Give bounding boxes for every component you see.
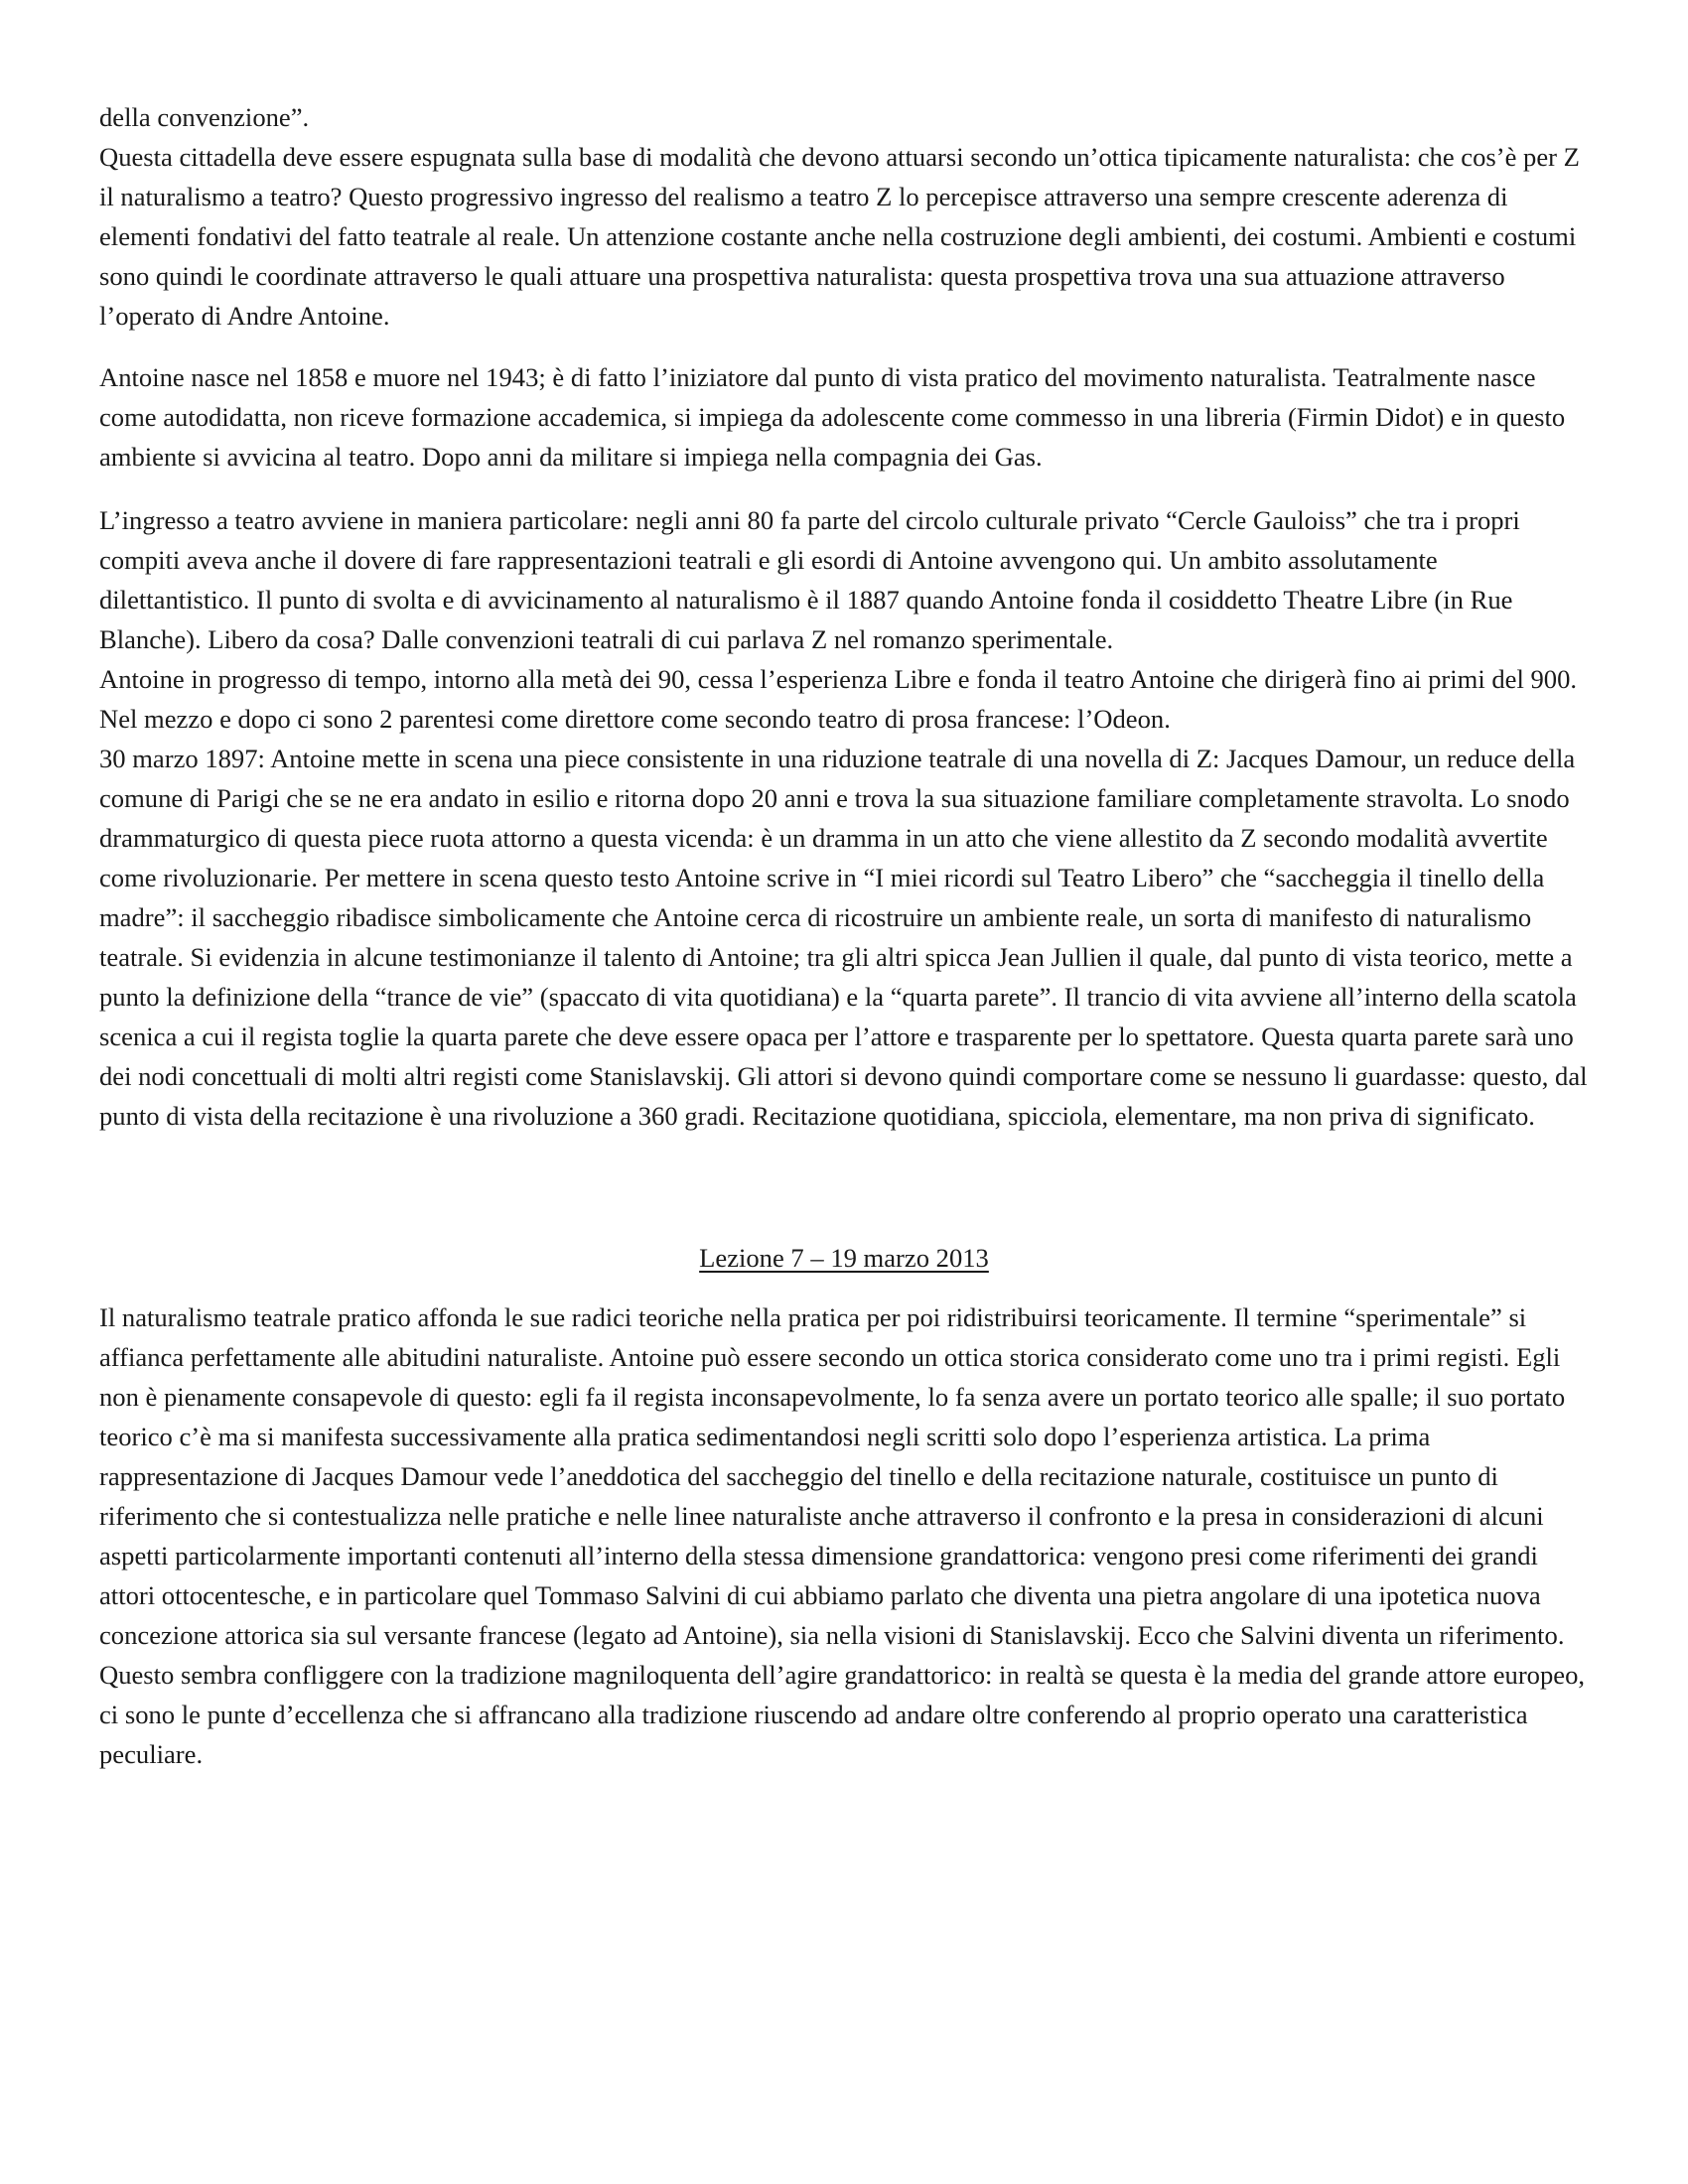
section-heading (99, 1238, 1589, 1278)
paragraph-antoine-biography: Antoine nasce nel 1858 e muore nel 1943; è di fatto l’iniziatore dal punto di vista pratico del movimento naturalista. Teatralmente nasce come autodidatta, non riceve formazione accademica, si impiega da adolescente come commesso in una libreria (Firmin Didot) e in questo ambiente si avvicina al teatro. Dopo anni da militare si impiega nella compagnia dei Gas. (99, 362, 1566, 472)
paragraph-naturalism-theatre: Questa cittadella deve essere espugnata sulla base di modalità che devono attuarsi secondo un’ottica tipicamente naturalista: che cos’è per Z il naturalismo a teatro? Questo progressivo ingresso del realismo a teatro Z lo percepisce attraverso una sempre crescente aderenza di elementi fondativi del fatto teatrale al reale. Un attenzione costante anche nella costruzione degli ambienti, dei costumi. Ambienti e costumi sono quindi le coordinate attraverso le quali attuare una prospettiva naturalista: questa prospettiva trova una sua attuazione attraverso l’operato di Andre Antoine. (99, 142, 1580, 331)
paragraph-theatre-libre: L’ingresso a teatro avviene in maniera particolare: negli anni 80 fa parte del circolo culturale privato “Cercle Gauloiss” che tra i propri compiti aveva anche il dovere di fare rappresentazioni teatrali e gli esordi di Antoine avvengono qui. Un ambito assolutamente dilettantistico. Il punto di svolta e di avvicinamento al naturalismo è il 1887 quando Antoine fonda il cosiddetto Theatre Libre (in Rue Blanche). Libero da cosa? Dalle convenzioni teatrali di cui parlava Z nel romanzo sperimentale. (99, 505, 1520, 654)
paragraph-lesson-7: Il naturalismo teatrale pratico affonda le sue radici teoriche nella pratica per poi ridistribuirsi teoricamente. Il termine “sperimentale” si affianca perfettamente alle abitudini naturaliste. Antoine può essere secondo un ottica storica considerato come uno tra i primi registi. Egli non è pienamente consapevole di questo: egli fa il regista inconsapevolmente, lo fa senza avere un portato teorico alle spalle; il suo portato teorico c’è ma si manifesta successivamente alla pratica sedimentandosi negli scritti solo dopo l’esperienza artistica. La prima rappresentazione di Jacques Damour vede l’aneddotica del saccheggio del tinello e della recitazione naturale, costituisce un punto di riferimento che si contestualizza nelle pratiche e nelle linee naturaliste anche attraverso il confronto e la presa in considerazioni di alcuni aspetti particolarmente importanti contenuti all’interno della stessa dimensione grandattorica: vengono presi come riferimenti dei grandi attori ottocentesche, e in particolare quel Tommaso Salvini di cui abbiamo parlato che diventa una pietra angolare di una ipotetica nuova concezione attorica sia sul versante francese (legato ad Antoine), sia nella visioni di Stanislavskij. Ecco che Salvini diventa un riferimento. Questo sembra confliggere con la tradizione magniloquenta dell’agire grandattorico: in realtà se questa è la media del grande attore europeo, ci sono le punte d’eccellenza che si affrancano alla tradizione riuscendo ad andare oltre conferendo al proprio operato una caratteristica peculiare. (99, 1302, 1586, 1769)
document-page (99, 97, 1589, 1774)
paragraph-theatre-antoine: Antoine in progresso di tempo, intorno alla metà dei 90, cessa l’esperienza Libre e fonda il teatro Antoine che dirigerà fino ai primi del 900. Nel mezzo e dopo ci sono 2 parentesi come direttore come secondo teatro di prosa francese: l’Odeon. (99, 664, 1578, 734)
paragraph-jacques-damour: 30 marzo 1897: Antoine mette in scena una piece consistente in una riduzione teatrale di una novella di Z: Jacques Damour, un reduce della comune di Parigi che se ne era andato in esilio e ritorna dopo 20 anni e trova la sua situazione familiare completamente stravolta. Lo snodo drammaturgico di questa piece ruota attorno a questa vicenda: è un dramma in un atto che viene allestito da Z secondo modalità avvertite come rivoluzionarie. Per mettere in scena questo testo Antoine scrive in “I miei ricordi sul Teatro Libero” che “saccheggia il tinello della madre”: il saccheggio ribadisce simbolicamente che Antoine cerca di ricostruire un ambiente reale, un sorta di manifesto di naturalismo teatrale. Si evidenzia in alcune testimonianze il talento di Antoine; tra gli altri spicca Jean Jullien il quale, dal punto di vista teorico, mette a punto la definizione della “trance de vie” (spaccato di vita quotidiana) e la “quarta parete”. Il trancio di vita avviene all’interno della scatola scenica a cui il regista toglie la quarta parete che deve essere opaca per l’attore e trasparente per lo spettatore. Questa quarta parete sarà uno dei nodi concettuali di molti altri registi come Stanislavskij. Gli attori si devono quindi comportare come se nessuno li guardasse: questo, dal punto di vista della recitazione è una rivoluzione a 360 gradi. Recitazione quotidiana, spicciola, elementare, ma non priva di significato. (99, 744, 1588, 1131)
paragraph-convention-end: della convenzione”. (99, 102, 310, 132)
lesson-title: Lezione 7 – 19 marzo 2013 (699, 1243, 989, 1273)
